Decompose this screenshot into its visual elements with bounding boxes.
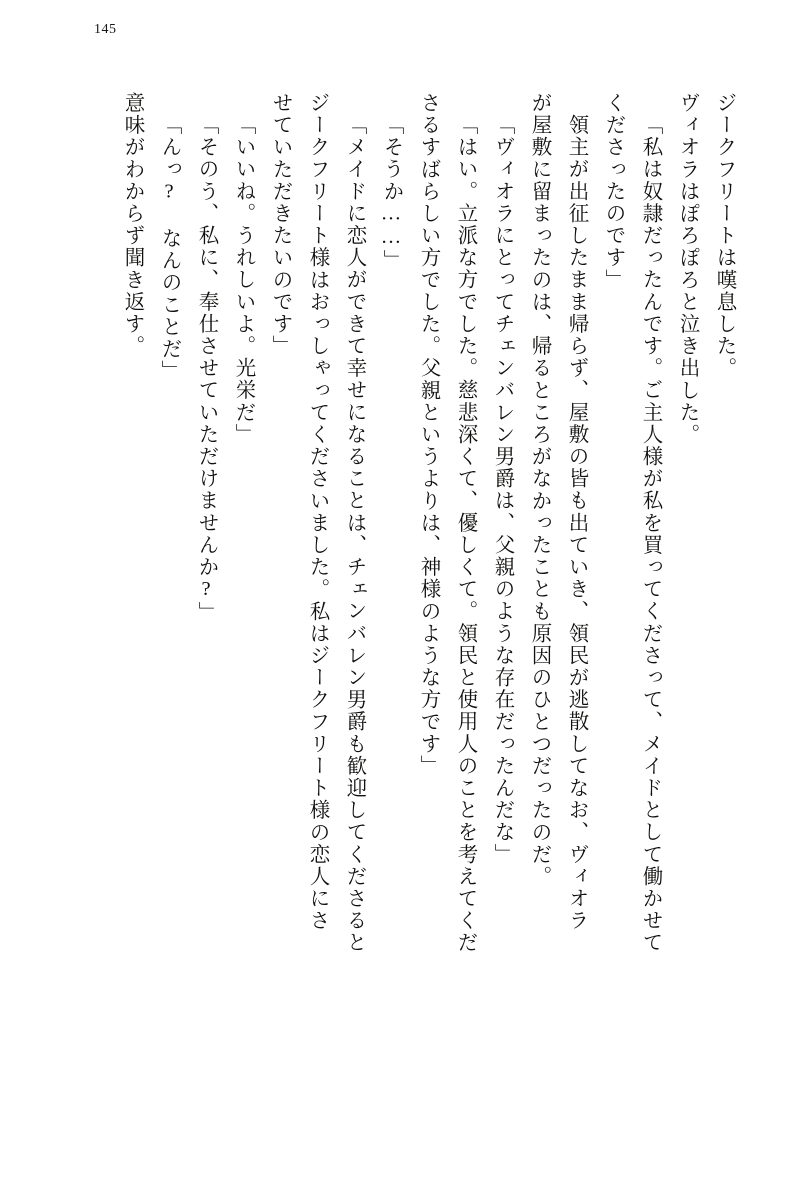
text-line: 意味がわからず聞き返す。 bbox=[121, 92, 143, 358]
text-line: 「メイドに恋人ができて幸せになることは、チェンバレン男爵も歓迎してくださると bbox=[343, 114, 365, 954]
text-line: 「んっ? なんのことだ」 bbox=[158, 114, 180, 383]
text-line: 「いいね。うれしいよ。光栄だ」 bbox=[232, 114, 254, 446]
text-line: ジークフリート様はおっしゃってくださいました。私はジークフリート様の恋人にさ bbox=[306, 92, 328, 932]
text-line: ジークフリートは嘆息した。 bbox=[713, 92, 735, 380]
text-line: 領主が出征したまま帰らず、屋敷の皆も出ていき、領民が逃散してなお、ヴィオラ bbox=[565, 114, 587, 932]
text-line: 「そのう、私に、奉仕させていただけませんか?」 bbox=[195, 114, 217, 624]
body-text bbox=[60, 92, 734, 1132]
text-line: ヴィオラはぽろぽろと泣き出した。 bbox=[676, 92, 698, 446]
text-line: 「はい。立派な方でした。慈悲深くて、優しくて。領民と使用人のことを考えてくだ bbox=[454, 114, 476, 954]
text-line: 「そうか……」 bbox=[380, 114, 402, 272]
text-line: さるすばらしい方でした。父親というよりは、神様のような方です」 bbox=[417, 92, 439, 778]
text-line: 「私は奴隷だったんです。ご主人様が私を買ってくださって、メイドとして働かせて bbox=[639, 114, 661, 954]
text-line: 「ヴィオラにとってチェンバレン男爵は、父親のような存在だったんだな」 bbox=[491, 114, 513, 866]
text-line: せていただきたいのです」 bbox=[269, 92, 291, 358]
page-number: 145 bbox=[94, 22, 117, 37]
text-line: が屋敷に留まったのは、帰るところがなかったことも原因のひとつだったのだ。 bbox=[528, 92, 550, 888]
text-line: くださったのです」 bbox=[602, 92, 624, 291]
